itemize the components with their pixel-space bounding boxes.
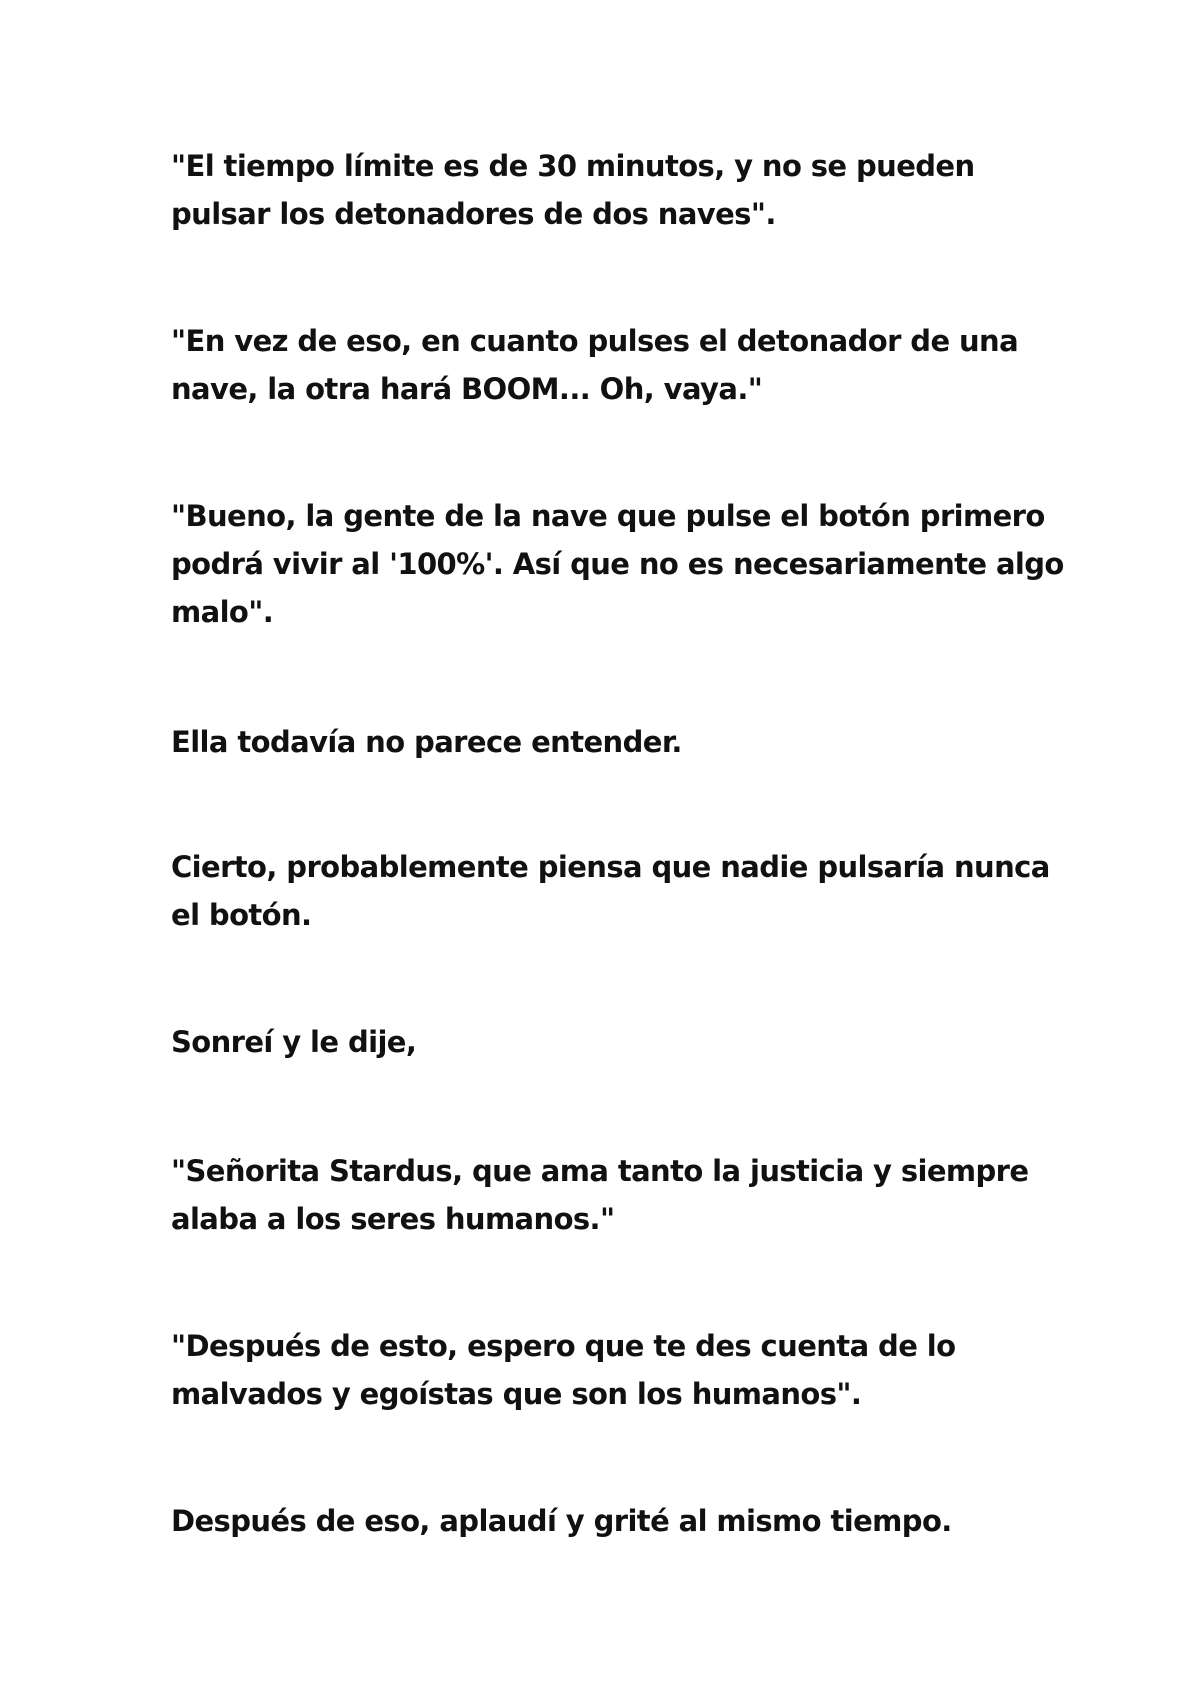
text-line: nave, la otra hará BOOM... Oh, vaya."	[171, 372, 763, 406]
paragraph	[171, 843, 1051, 939]
text-line: alaba a los seres humanos."	[171, 1202, 615, 1236]
paragraph	[171, 492, 1064, 636]
paragraph	[171, 317, 1051, 413]
text-line: Cierto, probablemente piensa que nadie pulsaría nunca	[171, 850, 1050, 884]
text-line: Después de eso, aplaudí y grité al mismo tiempo.	[171, 1504, 952, 1538]
paragraph	[171, 1322, 1051, 1418]
text-line: "El tiempo límite es de 30 minutos, y no se pueden	[171, 149, 975, 183]
text-line: malo".	[171, 595, 274, 629]
paragraph	[171, 718, 1051, 766]
paragraph	[171, 1497, 1051, 1545]
text-line: "Señorita Stardus, que ama tanto la justicia y siempre	[171, 1154, 1029, 1188]
text-line: el botón.	[171, 898, 312, 932]
text-line: "En vez de eso, en cuanto pulses el detonador de una	[171, 324, 1019, 358]
text-line: "Bueno, la gente de la nave que pulse el botón primero	[171, 499, 1045, 533]
text-line: pulsar los detonadores de dos naves".	[171, 197, 776, 231]
text-line: "Después de esto, espero que te des cuenta de lo	[171, 1329, 956, 1363]
text-line: Ella todavía no parece entender.	[171, 725, 682, 759]
paragraph	[171, 1147, 1051, 1243]
paragraph	[171, 1018, 1051, 1066]
text-line: podrá vivir al '100%'. Así que no es necesariamente algo	[171, 547, 1064, 581]
paragraph	[171, 142, 1051, 238]
text-line: Sonreí y le dije,	[171, 1025, 417, 1059]
text-line: malvados y egoístas que son los humanos".	[171, 1377, 862, 1411]
